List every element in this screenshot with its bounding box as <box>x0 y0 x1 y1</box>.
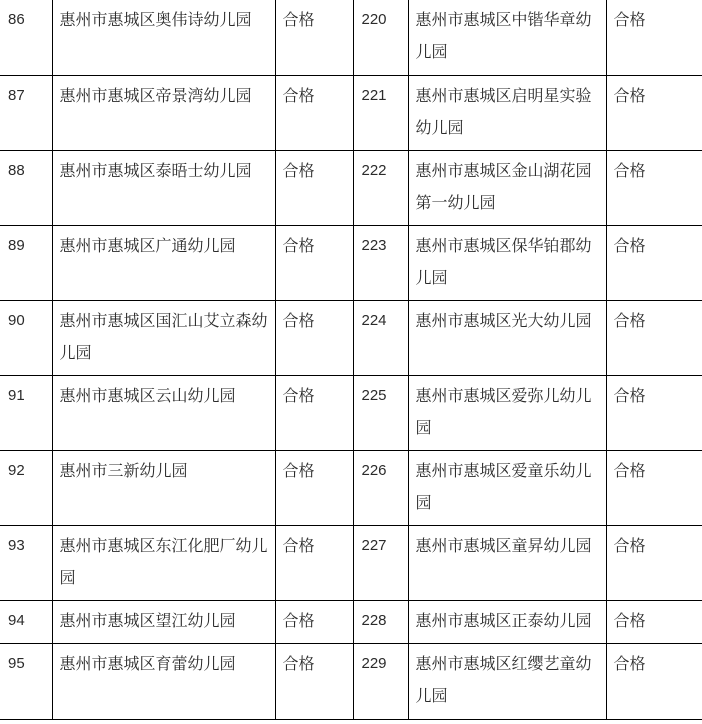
left-number-cell: 92 <box>0 450 52 525</box>
table-row <box>0 225 702 300</box>
left-result-cell: 合格 <box>275 225 353 300</box>
left-result-cell: 合格 <box>275 525 353 600</box>
table-row <box>0 600 702 643</box>
right-result-cell: 合格 <box>606 75 702 150</box>
left-result-cell: 合格 <box>275 450 353 525</box>
table-row <box>0 300 702 375</box>
left-number-cell: 87 <box>0 75 52 150</box>
left-kindergarten-name-cell: 惠州市惠城区国汇山艾立森幼儿园 <box>52 300 275 375</box>
left-number-cell: 95 <box>0 643 52 719</box>
right-result-cell: 合格 <box>606 300 702 375</box>
left-result-cell: 合格 <box>275 150 353 225</box>
left-result-cell: 合格 <box>275 643 353 719</box>
right-number-cell: 227 <box>353 525 408 600</box>
right-number-cell: 226 <box>353 450 408 525</box>
left-number-cell: 93 <box>0 525 52 600</box>
right-number-cell: 220 <box>353 0 408 75</box>
left-number-cell: 89 <box>0 225 52 300</box>
left-kindergarten-name-cell: 惠州市惠城区育蕾幼儿园 <box>52 643 275 719</box>
left-result-cell: 合格 <box>275 300 353 375</box>
right-number-cell: 224 <box>353 300 408 375</box>
right-number-cell: 225 <box>353 375 408 450</box>
table-row <box>0 450 702 525</box>
left-kindergarten-name-cell: 惠州市惠城区泰晤士幼儿园 <box>52 150 275 225</box>
right-result-cell: 合格 <box>606 375 702 450</box>
left-result-cell: 合格 <box>275 375 353 450</box>
left-kindergarten-name-cell: 惠州市惠城区望江幼儿园 <box>52 600 275 643</box>
right-result-cell: 合格 <box>606 150 702 225</box>
left-result-cell: 合格 <box>275 75 353 150</box>
right-kindergarten-name-cell: 惠州市惠城区中锴华章幼儿园 <box>408 0 606 75</box>
right-kindergarten-name-cell: 惠州市惠城区爱弥儿幼儿园 <box>408 375 606 450</box>
left-kindergarten-name-cell: 惠州市惠城区云山幼儿园 <box>52 375 275 450</box>
left-number-cell: 88 <box>0 150 52 225</box>
left-kindergarten-name-cell: 惠州市惠城区广通幼儿园 <box>52 225 275 300</box>
left-number-cell: 91 <box>0 375 52 450</box>
left-kindergarten-name-cell: 惠州市惠城区东江化肥厂幼儿园 <box>52 525 275 600</box>
left-kindergarten-name-cell: 惠州市三新幼儿园 <box>52 450 275 525</box>
table-row <box>0 150 702 225</box>
right-result-cell: 合格 <box>606 450 702 525</box>
right-kindergarten-name-cell: 惠州市惠城区正泰幼儿园 <box>408 600 606 643</box>
left-kindergarten-name-cell: 惠州市惠城区帝景湾幼儿园 <box>52 75 275 150</box>
left-number-cell: 86 <box>0 0 52 75</box>
right-kindergarten-name-cell: 惠州市惠城区启明星实验幼儿园 <box>408 75 606 150</box>
right-result-cell: 合格 <box>606 0 702 75</box>
right-number-cell: 223 <box>353 225 408 300</box>
right-result-cell: 合格 <box>606 225 702 300</box>
right-number-cell: 228 <box>353 600 408 643</box>
right-kindergarten-name-cell: 惠州市惠城区童昇幼儿园 <box>408 525 606 600</box>
table-row <box>0 375 702 450</box>
table-row <box>0 75 702 150</box>
left-kindergarten-name-cell: 惠州市惠城区奥伟诗幼儿园 <box>52 0 275 75</box>
right-kindergarten-name-cell: 惠州市惠城区爱童乐幼儿园 <box>408 450 606 525</box>
right-kindergarten-name-cell: 惠州市惠城区光大幼儿园 <box>408 300 606 375</box>
right-kindergarten-name-cell: 惠州市惠城区红缨艺童幼儿园 <box>408 643 606 719</box>
left-number-cell: 90 <box>0 300 52 375</box>
table-row <box>0 0 702 75</box>
right-kindergarten-name-cell: 惠州市惠城区保华铂郡幼儿园 <box>408 225 606 300</box>
right-result-cell: 合格 <box>606 643 702 719</box>
right-number-cell: 221 <box>353 75 408 150</box>
table-row <box>0 525 702 600</box>
right-result-cell: 合格 <box>606 600 702 643</box>
table-row <box>0 643 702 719</box>
left-number-cell: 94 <box>0 600 52 643</box>
left-result-cell: 合格 <box>275 0 353 75</box>
right-result-cell: 合格 <box>606 525 702 600</box>
right-number-cell: 229 <box>353 643 408 719</box>
right-number-cell: 222 <box>353 150 408 225</box>
right-kindergarten-name-cell: 惠州市惠城区金山湖花园第一幼儿园 <box>408 150 606 225</box>
left-result-cell: 合格 <box>275 600 353 643</box>
